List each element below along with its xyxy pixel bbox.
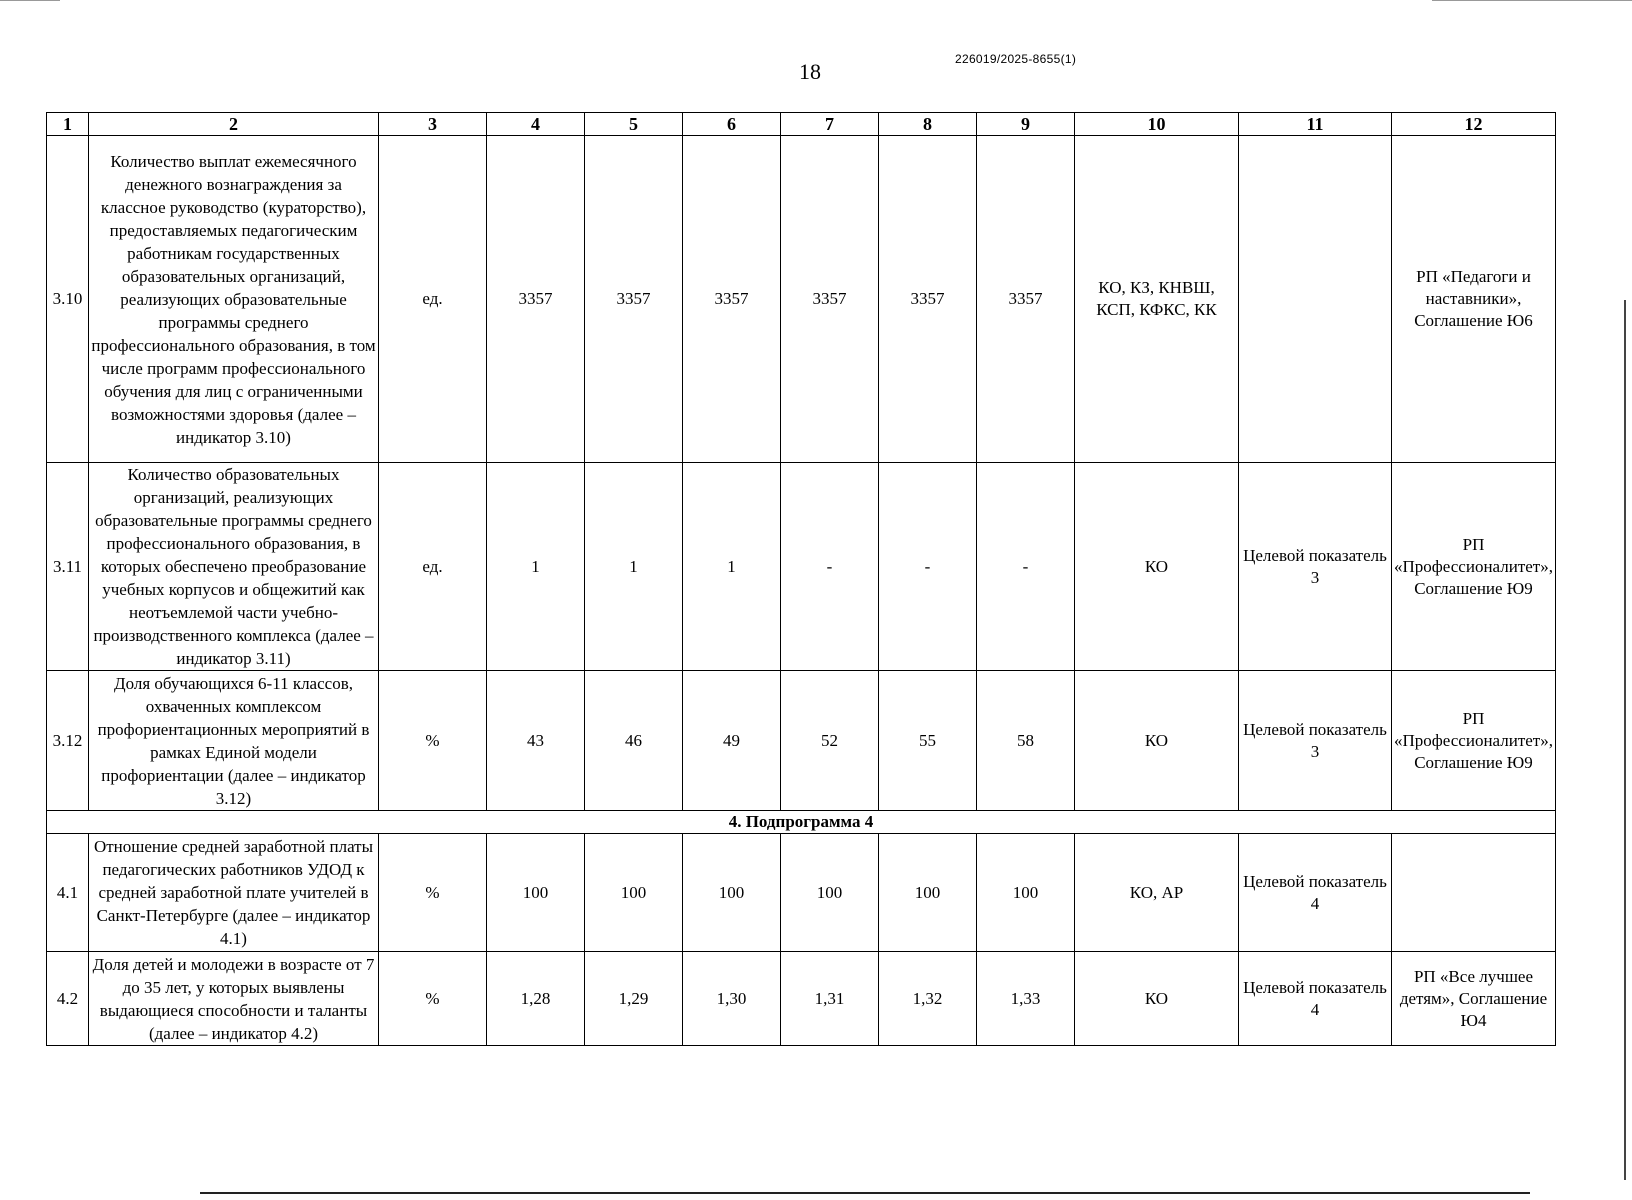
indicator-description: Доля детей и молодежи в возрасте от 7 до 35 лет, у которых выявлены выдающиеся способности и таланты (далее – индикатор 4.2) bbox=[89, 952, 379, 1046]
target-cell: Целевой показатель 3 bbox=[1239, 671, 1392, 811]
value-cell: 1,33 bbox=[977, 952, 1075, 1046]
indicator-description: Количество выплат ежемесячного денежного вознаграждения за классное руководство (кураторство), предоставляемых педагогическим работникам государственных образовательных организаций, реализующих образовательные программы среднего профессионального образования, в том числе программ профессионального обучения для лиц с ограниченными возможностями здоровья (далее – индикатор 3.10) bbox=[89, 136, 379, 463]
value-cell: 49 bbox=[683, 671, 781, 811]
page-number: 18 bbox=[799, 59, 821, 84]
value-cell: 100 bbox=[487, 834, 585, 952]
value-cell: 52 bbox=[781, 671, 879, 811]
table-row-4-2 bbox=[47, 952, 1556, 1046]
table-row-3-12 bbox=[47, 671, 1556, 811]
value-cell: 3357 bbox=[585, 136, 683, 463]
scan-edge-right-border bbox=[1624, 300, 1626, 1180]
project-cell bbox=[1392, 834, 1556, 952]
header-cell: 4 bbox=[487, 113, 585, 136]
value-cell: - bbox=[977, 463, 1075, 671]
value-cell: 3357 bbox=[781, 136, 879, 463]
table-row-4-1 bbox=[47, 834, 1556, 952]
value-cell: 43 bbox=[487, 671, 585, 811]
value-cell: 100 bbox=[683, 834, 781, 952]
executor-cell: КО bbox=[1075, 671, 1239, 811]
executor-cell: КО bbox=[1075, 952, 1239, 1046]
unit-cell: % bbox=[379, 834, 487, 952]
header-cell: 11 bbox=[1239, 113, 1392, 136]
table-row-3-11 bbox=[47, 463, 1556, 671]
project-cell: РП «Профессионалитет», Соглашение Ю9 bbox=[1392, 671, 1556, 811]
value-cell: 1,30 bbox=[683, 952, 781, 1046]
scan-edge-left bbox=[0, 0, 60, 1]
project-cell: РП «Все лучшее детям», Соглашение Ю4 bbox=[1392, 952, 1556, 1046]
value-cell: 1 bbox=[683, 463, 781, 671]
row-number: 4.1 bbox=[47, 834, 89, 952]
header-row bbox=[47, 113, 1556, 136]
header-cell: 12 bbox=[1392, 113, 1556, 136]
header-cell: 8 bbox=[879, 113, 977, 136]
project-cell: РП «Профессионалитет», Соглашение Ю9 bbox=[1392, 463, 1556, 671]
header-cell: 1 bbox=[47, 113, 89, 136]
indicator-description: Количество образовательных организаций, реализующих образовательные программы среднего профессионального образования, в которых обеспечено преобразование учебных корпусов и общежитий как неотъемлемой части учебно-производственного комплекса (далее – индикатор 3.11) bbox=[89, 463, 379, 671]
project-cell: РП «Педагоги и наставники», Соглашение Ю6 bbox=[1392, 136, 1556, 463]
header-cell: 10 bbox=[1075, 113, 1239, 136]
header-cell: 2 bbox=[89, 113, 379, 136]
value-cell: 1,31 bbox=[781, 952, 879, 1046]
value-cell: 100 bbox=[879, 834, 977, 952]
scan-edge-bottom bbox=[200, 1192, 1530, 1194]
indicator-description: Доля обучающихся 6-11 классов, охваченных комплексом профориентационных мероприятий в рамках Единой модели профориентации (далее – индикатор 3.12) bbox=[89, 671, 379, 811]
unit-cell: % bbox=[379, 671, 487, 811]
unit-cell: ед. bbox=[379, 136, 487, 463]
value-cell: 1,32 bbox=[879, 952, 977, 1046]
value-cell: 3357 bbox=[487, 136, 585, 463]
header-cell: 9 bbox=[977, 113, 1075, 136]
target-cell: Целевой показатель 4 bbox=[1239, 834, 1392, 952]
row-number: 4.2 bbox=[47, 952, 89, 1046]
value-cell: 46 bbox=[585, 671, 683, 811]
value-cell: - bbox=[879, 463, 977, 671]
value-cell: 1 bbox=[585, 463, 683, 671]
header-cell: 7 bbox=[781, 113, 879, 136]
target-cell bbox=[1239, 136, 1392, 463]
document-id: 226019/2025-8655(1) bbox=[955, 52, 1077, 66]
value-cell: 100 bbox=[585, 834, 683, 952]
target-cell: Целевой показатель 4 bbox=[1239, 952, 1392, 1046]
value-cell: 1,29 bbox=[585, 952, 683, 1046]
executor-cell: КО, АР bbox=[1075, 834, 1239, 952]
value-cell: 55 bbox=[879, 671, 977, 811]
header-cell: 5 bbox=[585, 113, 683, 136]
header-cell: 6 bbox=[683, 113, 781, 136]
indicator-description: Отношение средней заработной платы педагогических работников УДОД к средней заработной плате учителей в Санкт-Петербурге (далее – индикатор 4.1) bbox=[89, 834, 379, 952]
value-cell: 100 bbox=[781, 834, 879, 952]
section-row bbox=[47, 811, 1556, 834]
header-cell: 3 bbox=[379, 113, 487, 136]
value-cell: 3357 bbox=[977, 136, 1075, 463]
table-row-3-10 bbox=[47, 136, 1556, 463]
row-number: 3.11 bbox=[47, 463, 89, 671]
executor-cell: КО bbox=[1075, 463, 1239, 671]
section-title: 4. Подпрограмма 4 bbox=[47, 811, 1556, 834]
row-number: 3.12 bbox=[47, 671, 89, 811]
executor-cell: КО, КЗ, КНВШ, КСП, КФКС, КК bbox=[1075, 136, 1239, 463]
unit-cell: ед. bbox=[379, 463, 487, 671]
value-cell: - bbox=[781, 463, 879, 671]
target-cell: Целевой показатель 3 bbox=[1239, 463, 1392, 671]
value-cell: 3357 bbox=[683, 136, 781, 463]
value-cell: 100 bbox=[977, 834, 1075, 952]
scan-edge-right bbox=[1432, 0, 1632, 1]
indicators-table bbox=[46, 112, 1556, 1046]
row-number: 3.10 bbox=[47, 136, 89, 463]
value-cell: 58 bbox=[977, 671, 1075, 811]
value-cell: 1,28 bbox=[487, 952, 585, 1046]
value-cell: 1 bbox=[487, 463, 585, 671]
unit-cell: % bbox=[379, 952, 487, 1046]
value-cell: 3357 bbox=[879, 136, 977, 463]
